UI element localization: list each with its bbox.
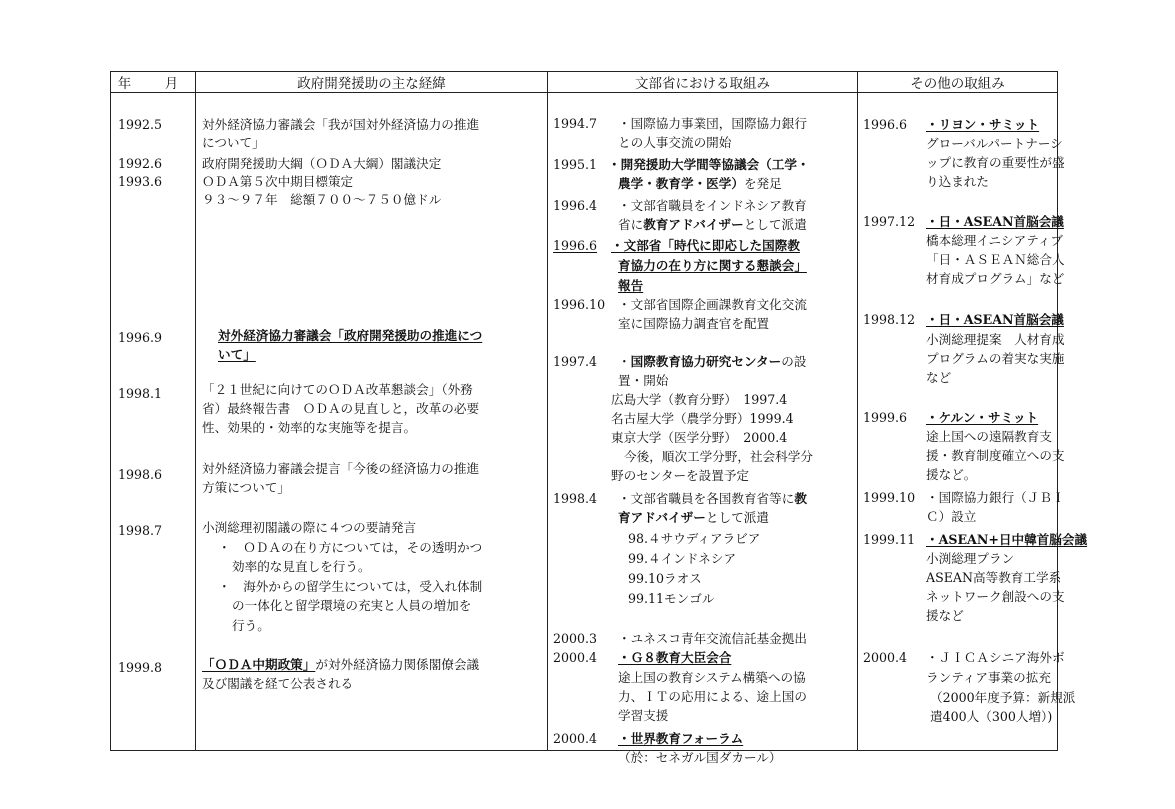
- date-entry: 1996.6: [863, 117, 908, 132]
- entry-line: 橋本総理イニシアティブ: [926, 233, 1064, 248]
- entry-line: [618, 175, 782, 194]
- entry-line: ・開発援助大学間等協議会（工学・: [608, 157, 810, 172]
- entry-line: いて」: [218, 347, 256, 362]
- entry-line: 野のセンターを設置予定: [611, 468, 750, 483]
- entry-line: ネットワーク創設への支: [926, 589, 1065, 604]
- emphasis-text: 教育アドバイザー: [643, 217, 744, 232]
- entry-line: 99.11モンゴル: [628, 591, 715, 606]
- entry-line: 対外経済協力審議会「政府開発援助の推進につ: [218, 328, 483, 343]
- header-year-month: 年 月: [111, 72, 196, 93]
- date-entry: 1992.6: [118, 156, 163, 171]
- entry-line: 99.10ラオス: [628, 571, 702, 586]
- date-entry: 1999.6: [863, 410, 908, 425]
- date-entry: 1997.12: [863, 214, 916, 229]
- entry-line: ・ユネスコ青年交流信託基金拠出: [618, 631, 807, 646]
- entry-line: [618, 509, 769, 528]
- monbusho-column: [548, 93, 858, 765]
- entry-line: 小渕総理プラン: [926, 551, 1015, 566]
- date-entry: 2000.4: [553, 731, 598, 746]
- entry-text: ・: [618, 354, 631, 369]
- entry-line: など: [926, 370, 952, 385]
- entry-line: ・日・ASEAN首脳会議: [926, 214, 1064, 229]
- entry-line: 今後，順次工学分野，社会科学分: [624, 449, 813, 464]
- header-oda-history: 政府開発援助の主な経緯: [196, 72, 548, 93]
- header-other-efforts: その他の取組み: [858, 72, 1058, 93]
- date-entry: 1999.8: [118, 660, 163, 675]
- entry-line: ・リヨン・サミット: [926, 117, 1040, 132]
- date-entry: 1998.4: [553, 491, 598, 506]
- entry-line: ・国際協力事業団，国際協力銀行: [618, 116, 807, 131]
- entry-line: 小渕総理初閣議の際に４つの要請発言: [202, 520, 417, 535]
- oda-history-column: [196, 93, 548, 751]
- entry-line: 東京大学（医学分野） 2000.4: [611, 430, 788, 445]
- entry-line: （2000年度予算：新規派: [930, 690, 1076, 705]
- date-entry: 1996.4: [553, 198, 598, 213]
- entry-line: ・ＪＩＣＡシニア海外ボ: [926, 650, 1065, 665]
- date-entry: 1995.1: [553, 157, 598, 172]
- entry-line: ランティア事業の拡充: [926, 670, 1051, 685]
- date-entry: 1999.10: [863, 490, 916, 505]
- entry-line: 援など: [926, 608, 964, 623]
- date-entry: 1992.5: [118, 117, 163, 132]
- entry-line: について」: [202, 135, 265, 150]
- entry-text: として派遣: [705, 510, 769, 525]
- entry-text: の設: [781, 354, 807, 369]
- entry-line: [618, 490, 807, 509]
- entry-line: [618, 216, 807, 235]
- entry-line: 小渕総理提案 人材育成: [926, 332, 1065, 347]
- entry-line: 遣400人（300人増）): [930, 709, 1053, 724]
- emphasis-text: 教: [794, 491, 807, 506]
- emphasis-text: 国際教育協力研究センター: [630, 354, 782, 369]
- entry-line: 行う。: [232, 618, 270, 633]
- entry-line: 政府開発援助大綱（ＯＤＡ大綱）閣議決定: [202, 156, 442, 171]
- date-entry: 1999.11: [863, 532, 916, 547]
- entry-line: 置・開始: [618, 373, 669, 388]
- year-column: [111, 93, 196, 751]
- entry-line: 広島大学（教育分野） 1997.4: [611, 392, 788, 407]
- entry-line: 援など。: [926, 467, 977, 482]
- entry-line: の一体化と留学環境の充実と人員の増加を: [232, 598, 472, 613]
- entry-line: 98.４サウディアラビア: [628, 531, 761, 546]
- oda-chronology-table: [110, 71, 1088, 765]
- entry-line: との人事交流の開始: [618, 135, 732, 150]
- emphasis-text: 農学・教育学・医学）: [618, 176, 744, 191]
- entry-line: ・ASEAN+日中韓首脳会議: [926, 532, 1088, 547]
- entry-line: 学習支援: [618, 708, 669, 723]
- emphasis-text: 育アドバイザー: [618, 510, 706, 525]
- entry-line: ップに教育の重要性が盛: [926, 155, 1065, 170]
- entry-line: 材育成プログラム」など: [926, 271, 1065, 286]
- date-entry: 1998.12: [863, 312, 916, 327]
- date-entry: 2000.4: [863, 650, 908, 665]
- entry-line: プログラムの着実な実施: [926, 351, 1065, 366]
- entry-line: 途上国の教育システム構築への協: [618, 670, 806, 685]
- entry-line: 力、ＩＴの応用による、途上国の: [618, 689, 807, 704]
- entry-line: 対外経済協力審議会提言「今後の経済協力の推進: [202, 461, 480, 476]
- entry-line: 名古屋大学（農学分野）1999.4: [611, 411, 794, 426]
- entry-text: を発足: [743, 176, 782, 191]
- entry-line: ９３～９７年 総額７００～７５０億ドル: [202, 192, 442, 207]
- date-entry: 1998.1: [118, 386, 163, 401]
- entry-line: 途上国への遠隔教育支: [926, 429, 1052, 444]
- entry-text: ・文部省職員を各国教育省等に: [618, 491, 795, 506]
- other-efforts-column: [858, 93, 1088, 751]
- date-entry: 1996.9: [118, 330, 163, 345]
- body-row: [111, 93, 1058, 751]
- entry-line: ・文部省職員をインドネシア教育: [618, 198, 807, 213]
- entry-line: 援・教育制度確立への支: [926, 448, 1065, 463]
- date-entry: 1996.10: [553, 297, 606, 312]
- entry-text: として派遣: [743, 217, 807, 232]
- entry-text: が対外経済協力関係閣僚会議: [315, 657, 480, 672]
- date-entry: 1996.6: [553, 238, 598, 253]
- entry-line: ・ 海外からの留学生については，受入れ体制: [218, 579, 483, 594]
- entry-line: 99.４インドネシア: [628, 551, 737, 566]
- entry-line: 報告: [618, 278, 644, 293]
- entry-line: ・国際協力銀行（ＪＢＩ: [926, 490, 1065, 505]
- entry-line: 効率的な見直しを行う。: [232, 559, 371, 574]
- date-entry: 1993.6: [118, 174, 163, 189]
- emphasis-text: 「ＯＤＡ中期政策」: [202, 657, 316, 672]
- entry-line: ＯＤＡ第５次中期目標策定: [202, 174, 354, 189]
- entry-line: ・文部省「時代に即応した国際教: [611, 238, 800, 253]
- entry-line: [202, 656, 479, 675]
- date-entry: 1994.7: [553, 116, 598, 131]
- entry-line: 室に国際協力調査官を配置: [618, 316, 770, 331]
- entry-line: 育協力の在り方に関する懇談会」: [618, 258, 807, 273]
- entry-line: 「日・ＡＳＥＡＮ総合人: [926, 252, 1065, 267]
- entry-line: り込まれた: [926, 174, 989, 189]
- entry-line: 省）最終報告書 ＯＤＡの見直しと，改革の必要: [202, 401, 480, 416]
- header-monbusho-efforts: 文部省における取組み: [548, 72, 858, 93]
- entry-line: ・Ｇ８教育大臣会合: [618, 650, 732, 665]
- entry-line: [618, 353, 806, 372]
- date-entry: 2000.3: [553, 631, 598, 646]
- entry-line: 性、効果的・効率的な実施等を提言。: [202, 420, 417, 435]
- date-entry: 1998.7: [118, 523, 163, 538]
- entry-line: Ｃ）設立: [926, 509, 977, 524]
- entry-line: 「２１世紀に向けてのＯＤＡ改革懇談会」（外務: [202, 382, 473, 397]
- date-entry: 1997.4: [553, 354, 598, 369]
- entry-line: ASEAN高等教育工学系: [926, 570, 1062, 585]
- entry-line: グローバルパートナーシ: [926, 136, 1063, 151]
- entry-line: （於：セネガル国ダカール）: [618, 750, 782, 765]
- entry-line: 及び閣議を経て公表される: [202, 676, 354, 691]
- date-entry: 1998.6: [118, 467, 163, 482]
- entry-line: ・文部省国際企画課教育文化交流: [618, 297, 807, 312]
- entry-line: 方策について」: [202, 480, 290, 495]
- entry-line: ・ ＯＤＡの在り方については，その透明かつ: [218, 540, 483, 555]
- entry-line: ・世界教育フォーラム: [618, 731, 744, 746]
- entry-line: ・ケルン・サミット: [926, 410, 1039, 425]
- entry-line: ・日・ASEAN首脳会議: [926, 312, 1064, 327]
- entry-text: 省に: [618, 217, 644, 232]
- date-entry: 2000.4: [553, 650, 598, 665]
- header-row: [111, 72, 1058, 93]
- entry-line: 対外経済協力審議会「我が国対外経済協力の推進: [202, 117, 480, 132]
